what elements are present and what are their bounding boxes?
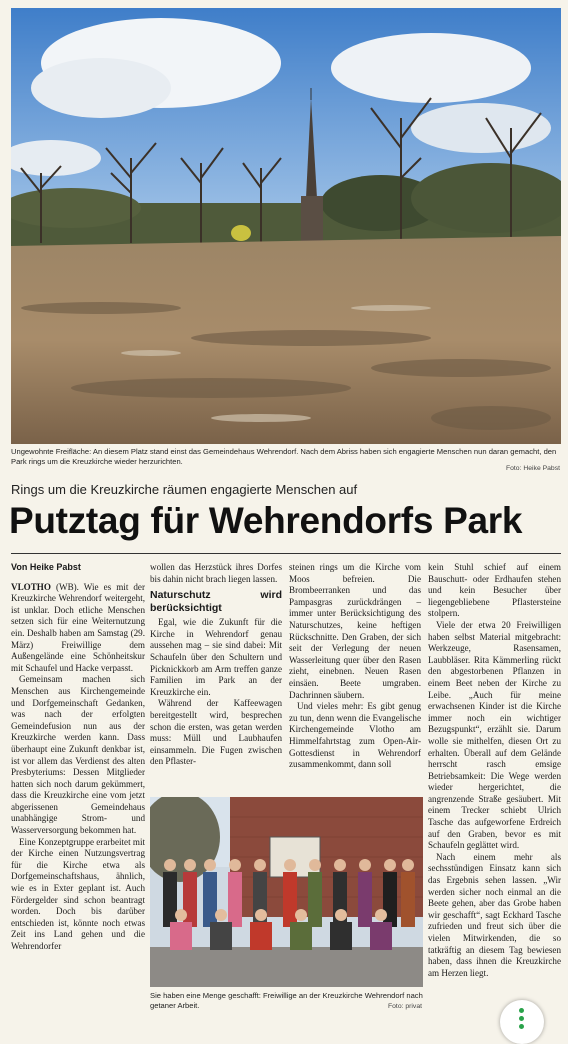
person-head: [184, 859, 196, 871]
person-figure: [370, 922, 392, 950]
person-head: [215, 909, 227, 921]
more-menu-button[interactable]: [500, 1000, 544, 1044]
person-figure: [228, 872, 242, 927]
top-photo-caption: Ungewohnte Freifläche: An diesem Platz stand einst das Gemeindehaus Wehrendorf. Nach dem Abriss haben sich engagierte Menschen nun daran gemacht, den Park rings um die Kreuzkirche wieder herzurichten.: [11, 447, 557, 466]
agency: (WB).: [50, 581, 79, 592]
person-head: [204, 859, 216, 871]
paragraph: Während der Kaffeewagen bereitgestellt wird, besprechen schon die ersten, was getan werden muss: Müll und Laubhaufen einsammeln. Die Fugen zwischen den Pflaster-: [150, 698, 282, 767]
person-head: [255, 909, 267, 921]
paragraph: Gemeinsam machen sich Menschen aus Kirchengemeinde und Dorfgemeinschaft Gedanken, was nach der erfolgten Gemeindefusion nun aus der Kreuzkirche werden kann. Dass überhaupt eine Zukunft denkbar ist, ist vor allem das Verdienst des alten Presbyteriums: Dessen Mitglieder hatten sich noch darum gekümmert, dass die Kreuzkirche eine vom jetzt abgerissenen Gemeindehaus unabhängige Strom- und Wasserversorgung bekommen hat.: [11, 674, 145, 836]
article-column-3: [289, 562, 421, 771]
person-head: [335, 909, 347, 921]
group-photo: [150, 797, 423, 987]
person-figure: [358, 872, 372, 927]
article-column-2: [150, 562, 282, 768]
paragraph: [11, 582, 145, 675]
paragraph: Eine Konzeptgruppe erarbeitet mit der Kirche einen Nutzungsvertrag für die Kirche etwa als Dorfgemeinschaftshaus, ähnlich, wie es in Exter geplant ist. Auch Fördergelder sind schon beantragt worden. Doch bis darüber entschieden ist, könnte noch etwas Zeit ins Land gehen und die Wehrendorfer: [11, 836, 145, 951]
person-head: [359, 859, 371, 871]
paragraph: Viele der etwa 20 Freiwilligen haben selbst Material mitgebracht: Werkzeuge, Rasensamen, Laubbläser. Rita Kämmerling rückt den abgestorbenen Pflanzen in einem Beet neben der Kirche zu Leibe. „Auch für meine erwachsenen Kinder ist die Kirche immer noch ein wichtiger Bezugspunkt“, erzählt sie. Darum wolle sie mithelfen, diesen Ort zu erhalten. Überall auf dem Gelände herrscht rasch emsige Betriebsamkeit: Die Wege werden wieder hergerichtet, die angrenzende Straße gesäubert. Mit einem Trecker schiebt Ulrich Tasche das aufgeworfene Erdreich auf den Graben, bevor es mit Schaufeln geglättet wird.: [428, 619, 561, 851]
person-figure: [283, 872, 297, 927]
dateline: VLOTHO: [11, 581, 51, 592]
paragraph: wollen das Herzstück ihres Dorfes bis dahin nicht brach liegen lassen.: [150, 562, 282, 584]
person-figure: [290, 922, 312, 950]
paragraph: kein Stuhl schief auf einem Bauschutt- oder Erdhaufen stehen und kein Besucher über liegengebliebene Pflastersteine stolpern.: [428, 562, 561, 619]
person-figure: [308, 872, 322, 927]
byline: Von Heike Pabst: [11, 562, 81, 572]
headline: Putztag für Wehrendorfs Park: [9, 500, 523, 541]
person-head: [402, 859, 414, 871]
top-photo-credit: Foto: Heike Pabst: [505, 465, 560, 472]
person-figure: [170, 922, 192, 950]
person-head: [309, 859, 321, 871]
person-head: [175, 909, 187, 921]
person-head: [384, 859, 396, 871]
subheading: Naturschutz wird berücksichtigt: [150, 589, 282, 614]
person-head: [254, 859, 266, 871]
person-figure: [401, 872, 415, 927]
person-figure: [203, 872, 217, 927]
person-figure: [330, 922, 352, 950]
paragraph: Nach einem mehr als sechsstündigen Einsatz kann sich das Ergebnis sehen lassen. „Wir werden sicher noch einmal an die Beete gehen, aber das Grobe haben wir geschafft“, sagt Eckhard Tasche zufrieden und freut sich über die vielen Mitwirkenden, die so tatkräftig an diesem Tag bewiesen haben, dass ihnen die Kreuzkirche am Herzen liegt.: [428, 851, 561, 978]
group-photo-caption: Sie haben eine Menge geschafft: Freiwillige an der Kreuzkirche Wehrendorf nach getaner Arbeit.: [150, 991, 423, 1010]
person-figure: [210, 922, 232, 950]
person-head: [375, 909, 387, 921]
person-head: [295, 909, 307, 921]
person-figure: [250, 922, 272, 950]
divider: [11, 553, 561, 554]
paragraph: Und vieles mehr: Es gibt genug zu tun, denn wenn die Evangelische Kirchengemeinde Vlotho am Himmelfahrtstag zum Open-Air-Gottesdienst in Wehrendorf zusammenkommt, dann soll: [289, 701, 421, 770]
paragraph: steinen rings um die Kirche vom Moos befreien. Die Brombeerranken und das Pampasgras zurückdrängen – immer unter Berücksichtigung des Naturschutzes, keine heftigen Rückschnitte. Den Graben, der sich seit der Verlegung der neuen Wasserleitung quer über den Rasen zieht, einebnen. Neuen Rasen einsäen. Beete umgraben. Dachrinnen säubern.: [289, 562, 421, 700]
person-head: [229, 859, 241, 871]
paragraph-text: Wie es mit der Kreuzkirche Wehrendorf weitergeht, ist unklar. Doch etliche Menschen setzen sich für eine Weiternutzung ein. Deshalb haben am Samstag (29. März) Freiwillige dem Außengelände eine Schönheitskur mit Schaufel und Hacke verpasst.: [11, 581, 145, 673]
group-photo-credit: Foto: privat: [388, 1003, 422, 1010]
person-figure: [163, 872, 177, 927]
person-head: [284, 859, 296, 871]
article-column-4: [428, 562, 561, 979]
paragraph: Egal, wie die Zukunft für die Kirche in Wehrendorf genau aussehen mag – sie sind dabei: Mit Schaufeln über den Schultern und Picknickkorb am Arm treffen ganze Familien im Park an der Kreuzkirche ein.: [150, 617, 282, 697]
kicker: Rings um die Kreuzkirche räumen engagierte Menschen auf: [11, 482, 358, 497]
person-head: [164, 859, 176, 871]
article-column-1: [11, 562, 145, 953]
person-head: [334, 859, 346, 871]
top-photo: [11, 8, 561, 444]
